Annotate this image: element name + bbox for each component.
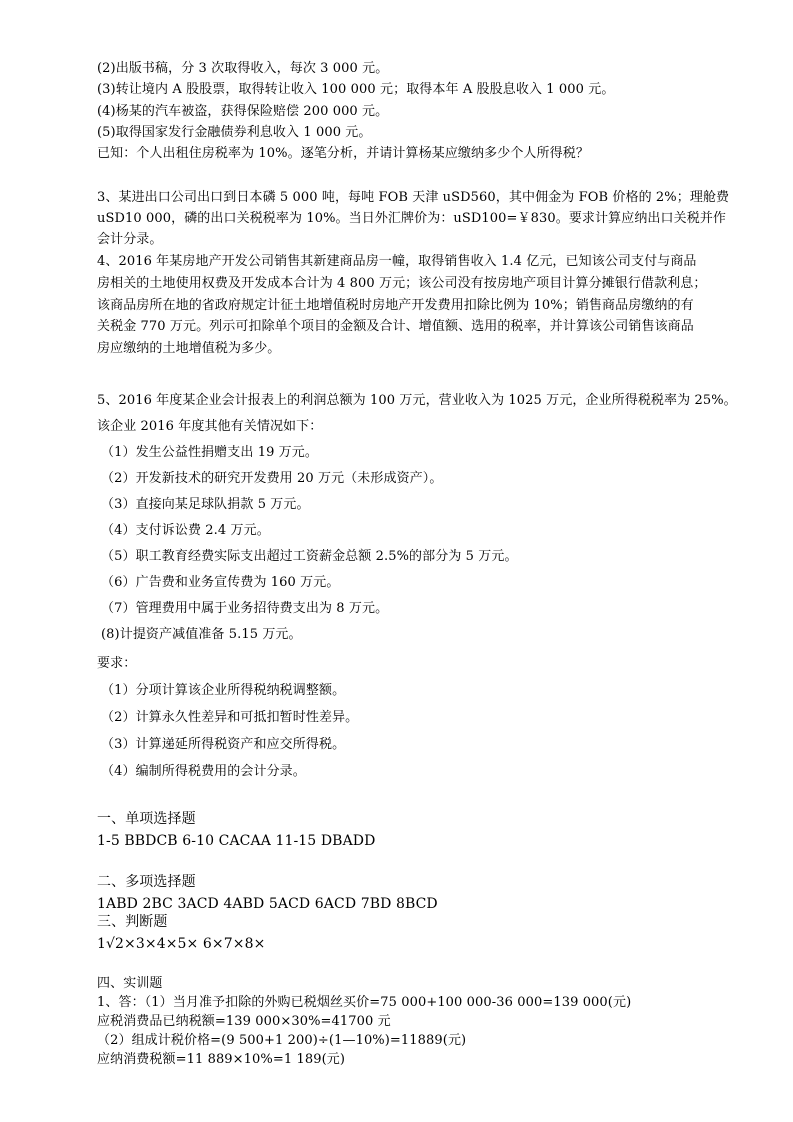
list-item: （1）分项计算该企业所得税纳税调整额。 — [101, 683, 346, 698]
section-title: 四、实训题 — [97, 976, 163, 991]
text-line: 该商品房所在地的省政府规定计征土地增值税时房地产开发费用扣除比例为 10%；销售商品房缴纳的有 — [97, 298, 694, 313]
answer-line: （2）组成计税价格=(9 500+1 200)÷(1—10%)=11889(元) — [97, 1033, 467, 1048]
answer-line: 1-5 BBDCB 6-10 CACAA 11-15 DBADD — [97, 833, 376, 849]
list-item: （1）发生公益性捐赠支出 19 万元。 — [101, 445, 318, 460]
list-item: （4）支付诉讼费 2.4 万元。 — [101, 523, 270, 538]
text-line: 会计分录。 — [97, 232, 163, 247]
section-title: 一、单项选择题 — [97, 811, 196, 827]
answer-line: 应纳消费税额=11 889×10%=1 189(元) — [97, 1052, 346, 1067]
text-line: (3)转让境内 A 股股票，取得转让收入 100 000 元；取得本年 A 股股息收入 1 000 元。 — [97, 82, 615, 97]
text-line: (5)取得国家发行金融债券利息收入 1 000 元。 — [97, 125, 372, 140]
text-line: 已知：个人出租住房税率为 10%。逐笔分析，并请计算杨某应缴纳多少个人所得税？ — [97, 146, 589, 161]
section-title: 二、多项选择题 — [97, 874, 196, 890]
list-item: （4）编制所得税费用的会计分录。 — [101, 764, 306, 779]
answer-line: 1、答：（1）当月准予扣除的外购已税烟丝买价=75 000+100 000-36 000=139 000(元) — [97, 995, 632, 1010]
text-line: 3、某进出口公司出口到日本磷 5 000 吨，每吨 FOB 天津 uSD560，其中佣金为 FOB 价格的 2%；理舱费 — [97, 190, 730, 205]
text-line: (4)杨某的汽车被盗，获得保险赔偿 200 000 元。 — [97, 104, 389, 119]
list-item: （3）计算递延所得税资产和应交所得税。 — [101, 737, 346, 752]
list-item: （3）直接向某足球队捐款 5 万元。 — [101, 497, 310, 512]
list-item: (8)计提资产减值准备 5.15 万元。 — [101, 627, 302, 642]
section-title: 三、判断题 — [97, 914, 168, 930]
answer-line: 应税消费品已纳税额=139 000×30%=41700 元 — [97, 1014, 391, 1029]
list-item: （7）管理费用中属于业务招待费支出为 8 万元。 — [101, 601, 389, 616]
text-line: 该企业 2016 年度其他有关情况如下： — [97, 419, 323, 434]
text-line: uSD10 000，磷的出口关税税率为 10%。当日外汇牌价为：uSD100=￥830。要求计算应纳出口关税并作 — [97, 211, 727, 226]
answer-line: 1ABD 2BC 3ACD 4ABD 5ACD 6ACD 7BD 8BCD — [97, 896, 438, 912]
list-item: （6）广告费和业务宣传费为 160 万元。 — [101, 575, 340, 590]
requirements-label: 要求： — [97, 656, 137, 671]
list-item: （2）开发新技术的研究开发费用 20 万元（未形成资产）。 — [101, 471, 443, 486]
text-line: 关税金 770 万元。列示可扣除单个项目的金额及合计、增值额、选用的税率，并计算该公司销售该商品 — [97, 319, 694, 334]
list-item: （2）计算永久性差异和可抵扣暂时性差异。 — [101, 710, 359, 725]
list-item: （5）职工教育经费实际支出超过工资薪金总额 2.5%的部分为 5 万元。 — [101, 549, 518, 564]
text-line: 5、2016 年度某企业会计报表上的利润总额为 100 万元，营业收入为 1025 万元，企业所得税税率为 25%。 — [97, 393, 737, 408]
answer-line: 1√2×3×4×5× 6×7×8× — [97, 936, 266, 952]
text-line: 房应缴纳的土地增值税为多少。 — [97, 341, 281, 356]
text-line: 房相关的土地使用权费及开发成本合计为 4 800 万元；该公司没有按房地产项目计算分摊银行借款利息； — [97, 276, 707, 291]
text-line: (2)出版书稿，分 3 次取得收入，每次 3 000 元。 — [97, 61, 389, 76]
text-line: 4、2016 年某房地产开发公司销售其新建商品房一幢，取得销售收入 1.4 亿元，已知该公司支付与商品 — [97, 254, 697, 269]
